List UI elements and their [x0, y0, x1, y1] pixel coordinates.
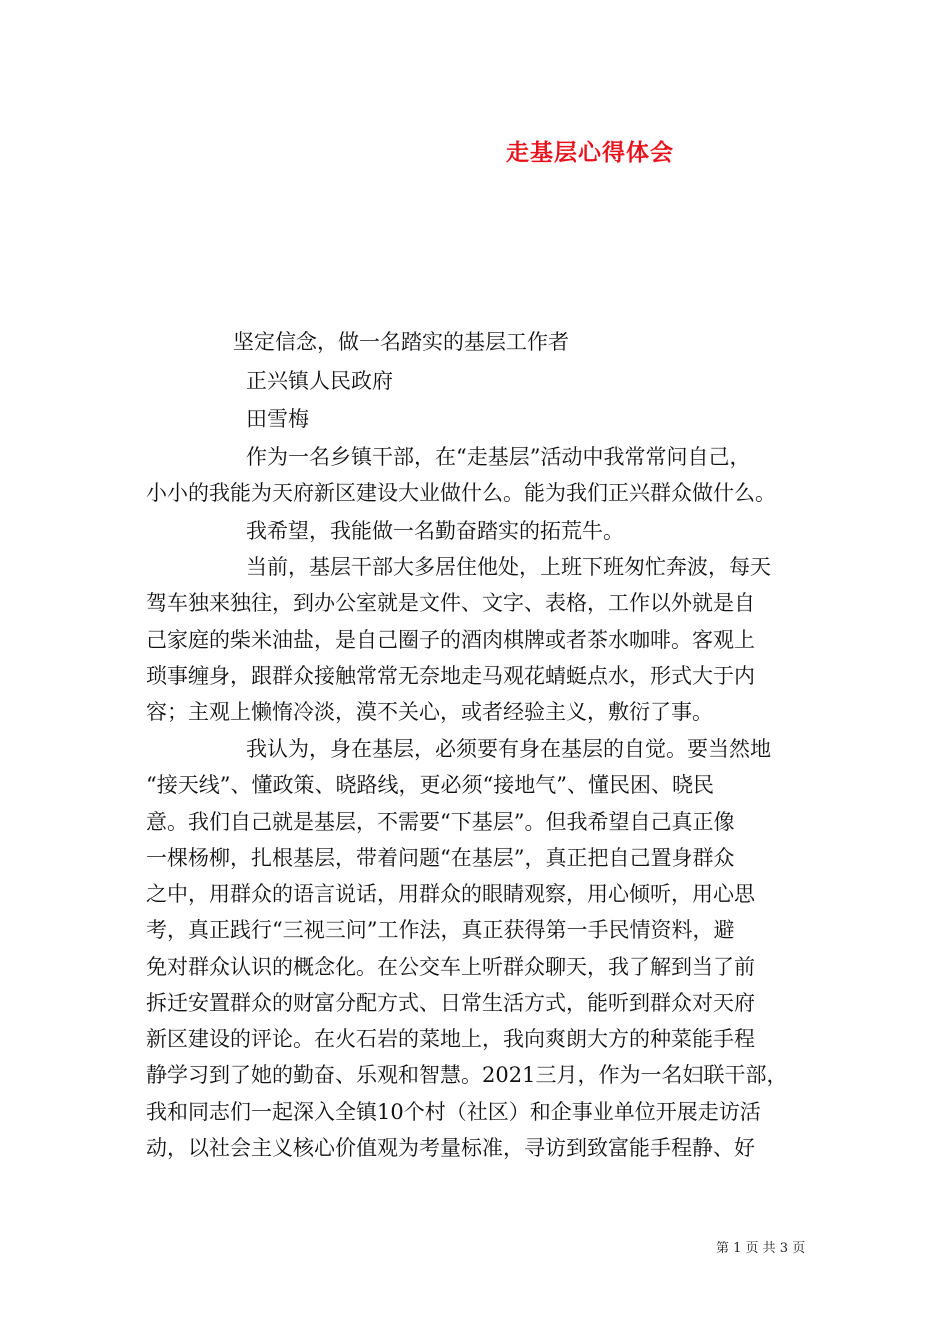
paragraph-line: 小小的我能为天府新区建设大业做什么。能为我们正兴群众做什么。	[146, 481, 776, 505]
paragraph-line: 之中，用群众的语言说话，用群众的眼睛观察，用心倾听，用心思	[146, 882, 755, 906]
paragraph-line: 新区建设的评论。在火石岩的菜地上，我向爽朗大方的种菜能手程	[146, 1027, 755, 1051]
paragraph-line: 静学习到了她的勤奋、乐观和智慧。2021三月，作为一名妇联干部，	[146, 1063, 788, 1087]
paragraph-line: 琐事缠身，跟群众接触常常无奈地走马观花蜻蜓点水，形式大于内	[146, 664, 755, 688]
paragraph-line: 己家庭的柴米油盐，是自己圈子的酒肉棋牌或者茶水咖啡。客观上	[146, 628, 755, 652]
paragraph-line: 拆迁安置群众的财富分配方式、日常生活方式，能听到群众对天府	[146, 991, 755, 1015]
paragraph-line: 一棵杨柳，扎根基层，带着问题“在基层”，真正把自己置身群众	[146, 846, 735, 870]
paragraph-line: 作为一名乡镇干部，在“走基层”活动中我常常问自己，	[246, 445, 751, 469]
page-footer: 第 1 页 共 3 页	[716, 1241, 806, 1256]
paragraph-line: 免对群众认识的概念化。在公交车上听群众聊天，我了解到当了前	[146, 955, 755, 979]
author-name: 田雪梅	[246, 407, 309, 431]
paragraph-line: 考，真正践行“三视三问”工作法，真正获得第一手民情资料，避	[146, 918, 735, 942]
paragraph-line: 当前，基层干部大多居住他处，上班下班匆忙奔波，每天	[246, 555, 771, 579]
paragraph-line: “接天线”、懂政策、晓路线，更必须“接地气”、懂民困、晓民	[146, 773, 714, 797]
paragraph-line: 我希望，我能做一名勤奋踏实的拓荒牛。	[246, 519, 624, 543]
paragraph-line: 我和同志们一起深入全镇10个村（社区）和企事业单位开展走访活	[146, 1100, 761, 1124]
author-organization: 正兴镇人民政府	[246, 369, 393, 393]
paragraph-line: 驾车独来独往，到办公室就是文件、文字、表格，工作以外就是自	[146, 591, 755, 615]
paragraph-line: 我认为，身在基层，必须要有身在基层的自觉。要当然地	[246, 737, 771, 761]
paragraph-line: 意。我们自己就是基层，不需要“下基层”。但我希望自己真正像	[146, 810, 735, 834]
subtitle: 坚定信念，做一名踏实的基层工作者	[233, 330, 569, 354]
paragraph-line: 容；主观上懒惰冷淡，漠不关心，或者经验主义，敷衍了事。	[146, 700, 713, 724]
paragraph-line: 动，以社会主义核心价值观为考量标准，寻访到致富能手程静、好	[146, 1136, 755, 1160]
